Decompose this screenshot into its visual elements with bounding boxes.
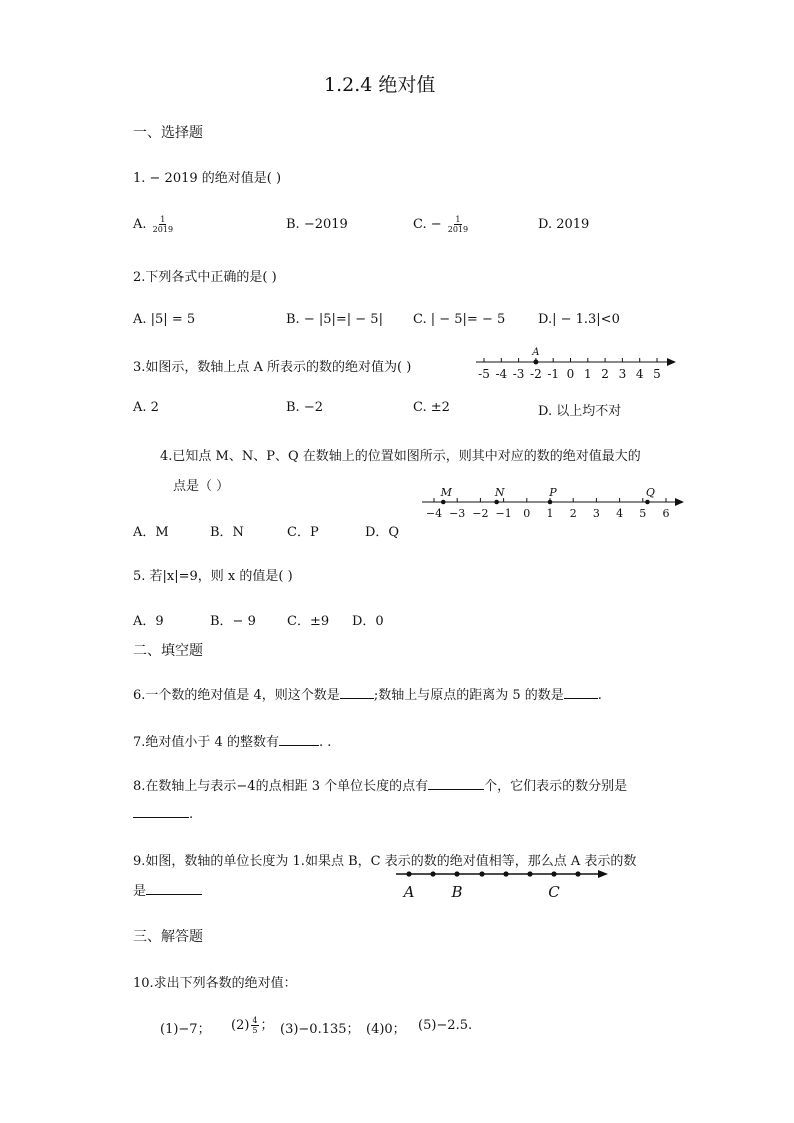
tick-label: 1 (546, 507, 554, 520)
axis-dot (551, 871, 556, 876)
question-8-part3: . (189, 807, 194, 822)
point-m-label: M (440, 486, 452, 499)
point-n-marker (494, 500, 499, 505)
number-line-q4 (418, 484, 688, 520)
tick-label: -2 (530, 367, 542, 381)
fraction-numerator: 1 (160, 215, 166, 224)
tick-label: 4 (635, 367, 644, 381)
question-10-stem: 10.求出下列各数的绝对值： (133, 976, 297, 991)
question-10-item-3: (3)−0.135； (280, 1022, 360, 1037)
fraction (153, 215, 173, 234)
point-m-marker (441, 500, 446, 505)
number-line-q9 (396, 864, 612, 902)
axis-dot (527, 871, 532, 876)
arrow-right-icon (675, 498, 684, 506)
tick-label: -3 (512, 367, 525, 381)
question-1-option-d: D. 2019 (538, 217, 590, 232)
tick-label: −3 (449, 507, 466, 520)
tick-label: 2 (569, 507, 577, 520)
question-6 (133, 684, 602, 703)
item-2-suffix: ； (260, 1018, 274, 1033)
question-8-part2: 个，它们表示的数分别是 (484, 779, 628, 794)
question-2-stem: 2.下列各式中正确的是( ) (133, 270, 277, 285)
point-n-label: N (494, 486, 505, 499)
tick-label: 2 (601, 367, 609, 381)
tick-label: -1 (547, 367, 560, 381)
question-4-stem-line2: 点是（ ） (173, 479, 230, 494)
question-6-part3: . (597, 688, 602, 703)
question-8-part1: 8.在数轴上与表示−4的点相距 3 个单位长度的点有 (133, 779, 429, 794)
question-6-part2: ;数轴上与原点的距离为 5 的数是 (373, 688, 564, 703)
fraction-denominator: 2019 (447, 225, 469, 234)
question-8-line2 (133, 805, 193, 822)
question-2-option-d: D.| − 1.3|<0 (538, 312, 620, 327)
answer-blank[interactable] (133, 805, 189, 818)
section-heading-answer: 三、解答题 (133, 929, 203, 945)
fraction-numerator: 1 (455, 215, 461, 224)
tick-label: −4 (425, 507, 443, 520)
question-10-item-4: (4)0； (366, 1022, 406, 1037)
page-title: 1.2.4 绝对值 (324, 74, 436, 96)
question-3-option-c: C. ±2 (413, 400, 450, 415)
number-line-q3 (472, 344, 682, 382)
axis-dot (454, 871, 459, 876)
answer-blank[interactable] (340, 686, 374, 699)
axis-dot (430, 871, 435, 876)
question-4-option-a: A．M (133, 525, 169, 540)
tick-label: 4 (616, 507, 624, 520)
answer-blank[interactable] (279, 733, 319, 746)
question-2-option-a: A. |5| = 5 (133, 312, 196, 327)
question-3-option-d: D. 以上均不对 (538, 404, 622, 419)
question-5-option-a: A．9 (133, 614, 164, 629)
answer-blank[interactable] (428, 777, 484, 790)
tick-label: 0 (566, 367, 575, 381)
point-a-label: A (532, 347, 540, 358)
tick-label: 6 (662, 507, 670, 520)
answer-blank[interactable] (146, 882, 202, 895)
question-2-option-b: B. − |5|=| − 5| (286, 312, 383, 327)
question-4-stem-line1: 4.已知点 M、N、P、Q 在数轴上的位置如图所示，则其中对应的数的绝对值最大的 (160, 449, 641, 464)
axis-dot (479, 871, 484, 876)
arrow-right-icon (667, 358, 676, 366)
point-b-label: B (451, 883, 463, 901)
tick-label: 5 (639, 507, 647, 520)
answer-blank[interactable] (564, 686, 598, 699)
point-q-label: Q (645, 486, 655, 499)
question-2-option-c: C. | − 5|= − 5 (413, 312, 506, 327)
question-3-option-b: B. −2 (286, 400, 323, 415)
question-3-stem: 3.如图示，数轴上点 A 所表示的数的绝对值为( ) (133, 360, 412, 375)
question-1-option-b: B. −2019 (286, 217, 348, 232)
fraction (251, 1016, 258, 1035)
item-2-prefix: (2) (231, 1018, 250, 1033)
question-5-option-c: C．±9 (287, 614, 330, 629)
question-9-line2 (133, 880, 202, 899)
fraction-numerator: 4 (252, 1016, 258, 1025)
question-1-option-a (133, 215, 175, 234)
tick-label: 3 (592, 507, 600, 520)
question-9-line1: 9.如图，数轴的单位长度为 1.如果点 B，C 表示的数的绝对值相等，那么点 A 表示的数 (133, 854, 637, 869)
point-p-label: P (549, 486, 557, 499)
tick-label: −2 (472, 507, 489, 520)
point-c-label: C (548, 883, 560, 901)
question-8-line1 (133, 775, 627, 794)
tick-label: -5 (478, 367, 490, 381)
option-c-label: C. − (413, 217, 442, 232)
arrow-right-icon (598, 870, 608, 878)
point-a-label: A (403, 883, 415, 901)
section-heading-fill: 二、填空题 (133, 643, 203, 659)
question-5-option-d: D．0 (352, 614, 384, 629)
axis-dot (575, 871, 580, 876)
question-4-option-c: C．P (287, 525, 319, 540)
question-5-stem: 5. 若|x|=9，则 x 的值是( ) (133, 569, 293, 584)
fraction-denominator: 2019 (152, 225, 174, 234)
question-10-item-2 (231, 1014, 274, 1035)
tick-label: 1 (583, 367, 592, 381)
question-7-part1: 7.绝对值小于 4 的整数有 (133, 735, 279, 750)
option-a-label: A. (133, 217, 147, 232)
question-1-stem: 1. − 2019 的绝对值是( ) (133, 171, 282, 186)
question-3-option-a: A. 2 (133, 400, 159, 415)
question-7-part2: . . (318, 735, 332, 750)
question-4-option-b: B．N (210, 525, 244, 540)
question-9-part1: 是 (133, 884, 147, 899)
tick-label: -4 (495, 367, 508, 381)
question-10-item-5: (5)−2.5. (418, 1018, 473, 1033)
question-6-part1: 6.一个数的绝对值是 4，则这个数是 (133, 688, 340, 703)
point-q-marker (645, 500, 650, 505)
question-5-option-b: B．− 9 (210, 614, 256, 629)
question-10-item-1: (1)−7； (160, 1022, 211, 1037)
axis-dot (406, 871, 411, 876)
fraction (448, 215, 468, 234)
tick-label: 5 (653, 367, 661, 381)
tick-label: −1 (495, 507, 512, 520)
question-4-option-d: D．Q (365, 525, 400, 540)
tick-label: 3 (618, 367, 627, 381)
fraction-denominator: 5 (252, 1026, 258, 1035)
point-p-marker (548, 500, 553, 505)
tick-label: 0 (523, 507, 531, 520)
point-a-marker (533, 360, 538, 365)
axis-dot (503, 871, 508, 876)
section-heading-choice: 一、选择题 (133, 125, 203, 141)
question-1-option-c (413, 215, 470, 234)
question-7 (133, 731, 331, 750)
